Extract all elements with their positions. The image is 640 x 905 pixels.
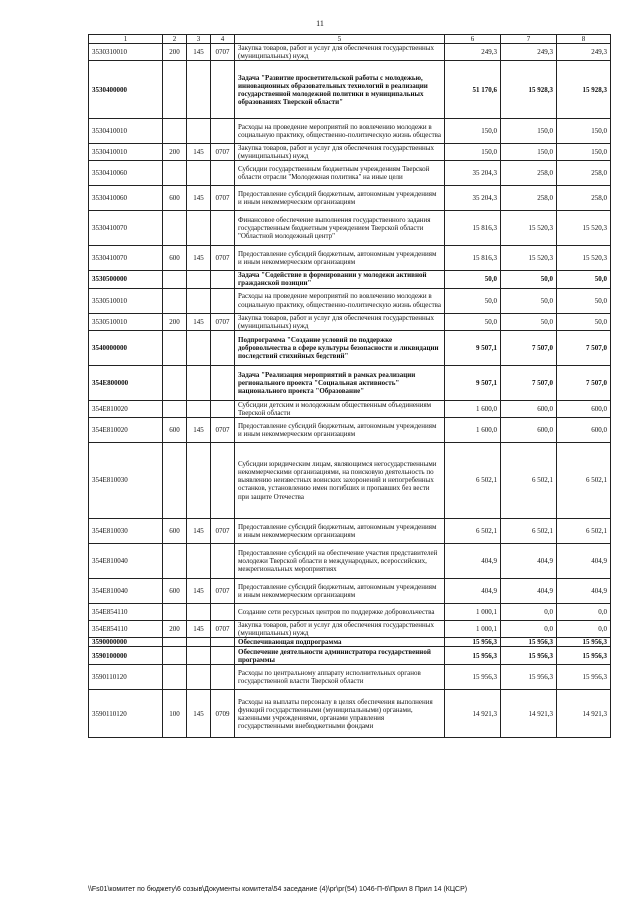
row-amount-1: 150,0 <box>445 119 501 144</box>
row-name: Субсидии детским и молодежным общественным объединениям Тверской области <box>235 400 445 417</box>
row-name: Предоставление субсидий бюджетным, автономным учреждениям и иным некоммерческим организациям <box>235 246 445 271</box>
row-name: Субсидии юридическим лицам, являющимся негосударственными некоммерческими организациями, на поисковую деятельность по выявлению неизвестных воинских захоронений и непогребенных останков, установлению имен погибших и пропавших без вести при защите Отечества <box>235 442 445 518</box>
row-code: 3540000000 <box>89 330 163 365</box>
row-code: 3530410070 <box>89 246 163 271</box>
table-row <box>89 313 611 330</box>
row-section: 0707 <box>211 417 235 442</box>
row-name: Расходы по центральному аппарату исполнительных органов государственной власти Тверской области <box>235 665 445 690</box>
table-row <box>89 638 611 647</box>
row-code: 3590000000 <box>89 638 163 647</box>
row-amount-3: 258,0 <box>557 186 611 211</box>
row-department <box>187 603 211 620</box>
row-amount-3: 50,0 <box>557 271 611 288</box>
table-row <box>89 578 611 603</box>
row-section <box>211 211 235 246</box>
row-section <box>211 288 235 313</box>
row-amount-2: 258,0 <box>501 161 557 186</box>
row-section <box>211 603 235 620</box>
row-department <box>187 400 211 417</box>
row-name: Задача "Реализация мероприятий в рамках реализации регионального проекта "Социальная активность" национального проекта "Образование" <box>235 365 445 400</box>
row-amount-1: 15 956,3 <box>445 647 501 665</box>
table-row <box>89 211 611 246</box>
row-amount-3: 600,0 <box>557 417 611 442</box>
row-expense-type <box>163 603 187 620</box>
row-name: Расходы на выплаты персоналу в целях обеспечения выполнения функций государственными (муниципальными) органами, казенными учреждениями, органами управления государственными внебюджетными фондами <box>235 690 445 738</box>
row-code: 3530510010 <box>89 288 163 313</box>
row-amount-1: 14 921,3 <box>445 690 501 738</box>
row-amount-3: 6 502,1 <box>557 442 611 518</box>
row-amount-2: 15 956,3 <box>501 647 557 665</box>
row-code: 3590110120 <box>89 690 163 738</box>
table-row <box>89 620 611 637</box>
row-amount-2: 600,0 <box>501 417 557 442</box>
row-amount-2: 150,0 <box>501 144 557 161</box>
row-expense-type: 200 <box>163 44 187 61</box>
row-code: 3530500000 <box>89 271 163 288</box>
row-amount-1: 150,0 <box>445 144 501 161</box>
row-amount-2: 50,0 <box>501 271 557 288</box>
row-amount-1: 50,0 <box>445 288 501 313</box>
row-expense-type <box>163 400 187 417</box>
row-department <box>187 647 211 665</box>
row-amount-1: 6 502,1 <box>445 518 501 543</box>
row-amount-2: 404,9 <box>501 543 557 578</box>
row-section <box>211 543 235 578</box>
row-name: Задача "Развитие просветительской работы с молодежью, инновационных образовательных технологий в реализации государственной молодежной политики в муниципальных образованиях Тверской области" <box>235 61 445 119</box>
column-header: 3 <box>187 35 211 44</box>
row-expense-type <box>163 365 187 400</box>
row-amount-1: 15 816,3 <box>445 246 501 271</box>
row-department <box>187 638 211 647</box>
row-code: 3530310010 <box>89 44 163 61</box>
row-name: Обеспечивающая подпрограмма <box>235 638 445 647</box>
row-amount-2: 15 956,3 <box>501 638 557 647</box>
row-section: 0707 <box>211 578 235 603</box>
row-section <box>211 665 235 690</box>
column-header: 7 <box>501 35 557 44</box>
row-amount-3: 150,0 <box>557 119 611 144</box>
row-department <box>187 365 211 400</box>
row-amount-1: 404,9 <box>445 578 501 603</box>
row-section <box>211 638 235 647</box>
row-amount-2: 249,3 <box>501 44 557 61</box>
row-expense-type <box>163 442 187 518</box>
row-section <box>211 400 235 417</box>
row-name: Предоставление субсидий бюджетным, автономным учреждениям и иным некоммерческим организациям <box>235 417 445 442</box>
row-amount-1: 1 600,0 <box>445 400 501 417</box>
column-header: 4 <box>211 35 235 44</box>
row-expense-type: 600 <box>163 578 187 603</box>
table-row <box>89 647 611 665</box>
row-code: 354E810030 <box>89 518 163 543</box>
row-amount-3: 150,0 <box>557 144 611 161</box>
row-section: 0707 <box>211 246 235 271</box>
row-section: 0709 <box>211 690 235 738</box>
row-section <box>211 365 235 400</box>
row-code: 354E810020 <box>89 400 163 417</box>
column-header: 2 <box>163 35 187 44</box>
row-department: 145 <box>187 578 211 603</box>
row-expense-type: 600 <box>163 186 187 211</box>
row-amount-1: 15 956,3 <box>445 665 501 690</box>
row-amount-3: 7 507,0 <box>557 330 611 365</box>
row-expense-type: 600 <box>163 518 187 543</box>
table-row <box>89 543 611 578</box>
row-amount-2: 0,0 <box>501 620 557 637</box>
row-name: Предоставление субсидий бюджетным, автономным учреждениям и иным некоммерческим организациям <box>235 518 445 543</box>
row-expense-type: 200 <box>163 144 187 161</box>
row-department <box>187 211 211 246</box>
row-amount-3: 600,0 <box>557 400 611 417</box>
row-department: 145 <box>187 44 211 61</box>
table-row <box>89 690 611 738</box>
row-section <box>211 271 235 288</box>
row-amount-3: 404,9 <box>557 543 611 578</box>
row-amount-1: 50,0 <box>445 313 501 330</box>
table-header-row <box>89 35 611 44</box>
row-amount-3: 258,0 <box>557 161 611 186</box>
row-amount-2: 15 928,3 <box>501 61 557 119</box>
row-amount-1: 1 600,0 <box>445 417 501 442</box>
row-code: 354E810040 <box>89 578 163 603</box>
table-row <box>89 119 611 144</box>
row-section: 0707 <box>211 518 235 543</box>
row-expense-type <box>163 665 187 690</box>
table-row <box>89 665 611 690</box>
row-amount-1: 6 502,1 <box>445 442 501 518</box>
row-amount-2: 6 502,1 <box>501 518 557 543</box>
row-amount-1: 9 507,1 <box>445 365 501 400</box>
table-row <box>89 44 611 61</box>
row-amount-3: 50,0 <box>557 313 611 330</box>
row-expense-type <box>163 61 187 119</box>
row-code: 354E810040 <box>89 543 163 578</box>
row-expense-type <box>163 288 187 313</box>
row-department: 145 <box>187 417 211 442</box>
row-amount-1: 9 507,1 <box>445 330 501 365</box>
row-name: Финансовое обеспечение выполнения государственного задания государственным бюджетным учреждением Тверской области "Областной молодежный центр" <box>235 211 445 246</box>
row-department <box>187 161 211 186</box>
row-amount-2: 404,9 <box>501 578 557 603</box>
row-code: 3530410070 <box>89 211 163 246</box>
row-expense-type <box>163 119 187 144</box>
table-row <box>89 271 611 288</box>
row-department <box>187 61 211 119</box>
row-code: 3590100000 <box>89 647 163 665</box>
row-department: 145 <box>187 690 211 738</box>
row-section: 0707 <box>211 44 235 61</box>
row-name: Расходы на проведение мероприятий по вовлечению молодежи в социальную практику, общественно-политическую жизнь общества <box>235 288 445 313</box>
row-name: Обеспечение деятельности администратора государственной программы <box>235 647 445 665</box>
row-department <box>187 665 211 690</box>
row-amount-1: 249,3 <box>445 44 501 61</box>
row-amount-3: 0,0 <box>557 603 611 620</box>
row-section <box>211 442 235 518</box>
row-code: 354E854110 <box>89 620 163 637</box>
row-code: 354E800000 <box>89 365 163 400</box>
row-department: 145 <box>187 144 211 161</box>
row-expense-type: 600 <box>163 417 187 442</box>
table-row <box>89 400 611 417</box>
column-header: 5 <box>235 35 445 44</box>
row-amount-2: 7 507,0 <box>501 330 557 365</box>
row-amount-3: 14 921,3 <box>557 690 611 738</box>
row-expense-type <box>163 161 187 186</box>
row-amount-3: 15 956,3 <box>557 647 611 665</box>
row-amount-3: 15 520,3 <box>557 246 611 271</box>
row-name: Закупка товаров, работ и услуг для обеспечения государственных (муниципальных) нужд <box>235 44 445 61</box>
row-amount-3: 15 956,3 <box>557 638 611 647</box>
row-expense-type: 200 <box>163 620 187 637</box>
table-row <box>89 144 611 161</box>
row-amount-1: 1 000,1 <box>445 620 501 637</box>
row-code: 354E810020 <box>89 417 163 442</box>
row-department <box>187 119 211 144</box>
row-expense-type <box>163 271 187 288</box>
table-row <box>89 442 611 518</box>
row-expense-type <box>163 638 187 647</box>
row-section: 0707 <box>211 620 235 637</box>
table-row <box>89 288 611 313</box>
table-row <box>89 417 611 442</box>
table-row <box>89 246 611 271</box>
row-code: 354E810030 <box>89 442 163 518</box>
row-department <box>187 330 211 365</box>
row-amount-1: 404,9 <box>445 543 501 578</box>
table-row <box>89 330 611 365</box>
row-amount-2: 50,0 <box>501 313 557 330</box>
row-amount-3: 50,0 <box>557 288 611 313</box>
row-code: 3530400000 <box>89 61 163 119</box>
row-amount-2: 0,0 <box>501 603 557 620</box>
row-amount-2: 15 520,3 <box>501 211 557 246</box>
row-section <box>211 61 235 119</box>
row-code: 3530410060 <box>89 186 163 211</box>
row-amount-2: 14 921,3 <box>501 690 557 738</box>
table-row <box>89 61 611 119</box>
row-amount-2: 15 520,3 <box>501 246 557 271</box>
row-section: 0707 <box>211 313 235 330</box>
row-expense-type: 200 <box>163 313 187 330</box>
row-code: 3590110120 <box>89 665 163 690</box>
row-amount-3: 15 928,3 <box>557 61 611 119</box>
page-number: 11 <box>316 19 324 28</box>
table-row <box>89 186 611 211</box>
column-header: 8 <box>557 35 611 44</box>
row-name: Закупка товаров, работ и услуг для обеспечения государственных (муниципальных) нужд <box>235 144 445 161</box>
row-department: 145 <box>187 246 211 271</box>
row-section: 0707 <box>211 144 235 161</box>
row-name: Закупка товаров, работ и услуг для обеспечения государственных (муниципальных) нужд <box>235 313 445 330</box>
row-name: Задача "Содействие в формировании у молодежи активной гражданской позиции" <box>235 271 445 288</box>
row-code: 3530510010 <box>89 313 163 330</box>
row-code: 354E854110 <box>89 603 163 620</box>
row-department <box>187 271 211 288</box>
row-amount-2: 600,0 <box>501 400 557 417</box>
table-row <box>89 161 611 186</box>
row-code: 3530410060 <box>89 161 163 186</box>
row-amount-1: 35 204,3 <box>445 186 501 211</box>
table-row <box>89 603 611 620</box>
table-row <box>89 518 611 543</box>
row-name: Создание сети ресурсных центров по поддержке добровольчества <box>235 603 445 620</box>
row-section: 0707 <box>211 186 235 211</box>
row-amount-2: 6 502,1 <box>501 442 557 518</box>
row-amount-3: 404,9 <box>557 578 611 603</box>
row-name: Субсидии государственным бюджетным учреждениям Тверской области отрасли "Молодежная политика" на иные цели <box>235 161 445 186</box>
row-amount-3: 249,3 <box>557 44 611 61</box>
row-department: 145 <box>187 518 211 543</box>
row-amount-3: 0,0 <box>557 620 611 637</box>
row-amount-1: 35 204,3 <box>445 161 501 186</box>
column-header: 1 <box>89 35 163 44</box>
row-expense-type <box>163 211 187 246</box>
row-name: Предоставление субсидий бюджетным, автономным учреждениям и иным некоммерческим организациям <box>235 578 445 603</box>
row-code: 3530410010 <box>89 119 163 144</box>
row-expense-type: 600 <box>163 246 187 271</box>
row-expense-type <box>163 543 187 578</box>
row-amount-3: 15 956,3 <box>557 665 611 690</box>
row-department <box>187 442 211 518</box>
row-section <box>211 119 235 144</box>
row-expense-type: 100 <box>163 690 187 738</box>
row-expense-type <box>163 330 187 365</box>
row-name: Предоставление субсидий на обеспечение участия представителей молодежи Тверской области в международных, всероссийских, межрегиональных мероприятиях <box>235 543 445 578</box>
row-amount-2: 258,0 <box>501 186 557 211</box>
file-path-footer: \\Fs01\комитет по бюджету\6 созыв\Документы комитета\54 заседание (4)\рг\рг(54) 1046-П-6\Прил 8 Прил 14 (КЦСР) <box>88 886 468 893</box>
row-section <box>211 647 235 665</box>
row-code: 3530410010 <box>89 144 163 161</box>
row-name: Предоставление субсидий бюджетным, автономным учреждениям и иным некоммерческим организациям <box>235 186 445 211</box>
row-name: Расходы на проведение мероприятий по вовлечению молодежи в социальную практику, общественно-политическую жизнь общества <box>235 119 445 144</box>
row-amount-3: 7 507,0 <box>557 365 611 400</box>
row-amount-1: 15 816,3 <box>445 211 501 246</box>
row-name: Закупка товаров, работ и услуг для обеспечения государственных (муниципальных) нужд <box>235 620 445 637</box>
row-department: 145 <box>187 313 211 330</box>
row-amount-1: 51 170,6 <box>445 61 501 119</box>
row-amount-2: 15 956,3 <box>501 665 557 690</box>
row-name: Подпрограмма "Создание условий по поддержке добровольчества в сфере культуры безопасности и ликвидации последствий стихийных бедствий" <box>235 330 445 365</box>
row-amount-3: 15 520,3 <box>557 211 611 246</box>
row-section <box>211 161 235 186</box>
row-amount-2: 150,0 <box>501 119 557 144</box>
column-header: 6 <box>445 35 501 44</box>
row-amount-1: 50,0 <box>445 271 501 288</box>
row-department <box>187 543 211 578</box>
row-department: 145 <box>187 620 211 637</box>
row-amount-1: 15 956,3 <box>445 638 501 647</box>
budget-table <box>88 34 611 738</box>
row-section <box>211 330 235 365</box>
row-department <box>187 288 211 313</box>
row-amount-1: 1 000,1 <box>445 603 501 620</box>
row-amount-3: 6 502,1 <box>557 518 611 543</box>
table-row <box>89 365 611 400</box>
row-amount-2: 7 507,0 <box>501 365 557 400</box>
row-department: 145 <box>187 186 211 211</box>
row-expense-type <box>163 647 187 665</box>
row-amount-2: 50,0 <box>501 288 557 313</box>
